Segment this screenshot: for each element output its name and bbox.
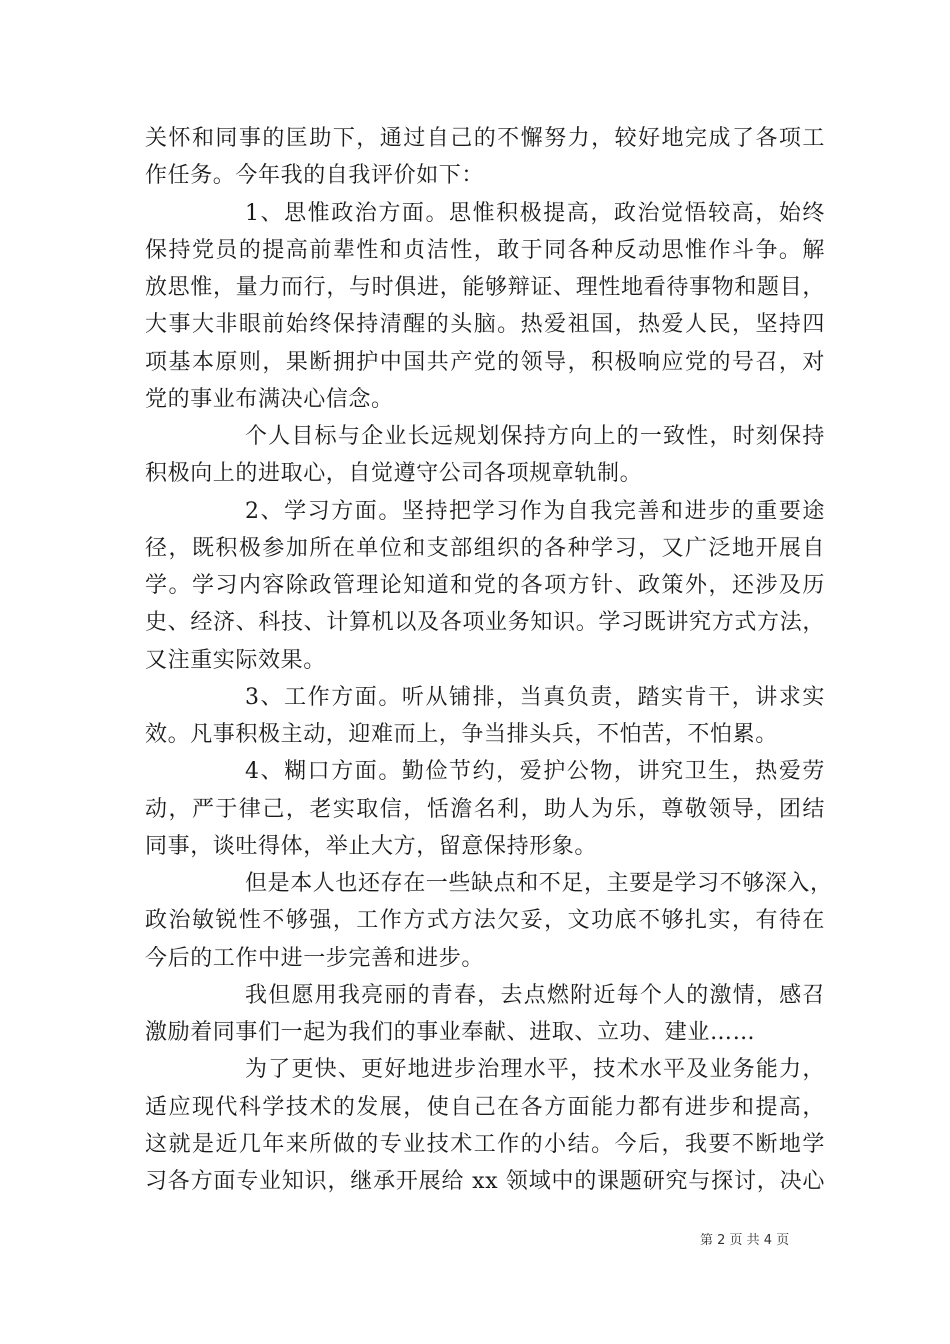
text-line: 今后的工作中进一步完善和进步。	[145, 946, 485, 971]
text-line: 动，严于律己，老实取信，恬澹名利，助人为乐，尊敬领导，团结	[145, 797, 825, 822]
text-line: 作任务。今年我的自我评价如下：	[145, 163, 485, 188]
text-line: 径，既积极参加所在单位和支部组织的各种学习，又广泛地开展自	[145, 536, 825, 561]
text-line: 但是本人也还存在一些缺点和不足，主要是学习不够深入，	[245, 871, 833, 896]
text-line: 又注重实际效果。	[145, 648, 326, 673]
text-line: 适应现代科学技术的发展，使自己在各方面能力都有进步和提高，	[145, 1095, 825, 1120]
text-line: 项基本原则，果断拥护中国共产党的领导，积极响应党的号召，对	[145, 350, 825, 375]
text-line: 保持党员的提高前辈性和贞洁性，敢于同各种反动思惟作斗争。解	[145, 238, 825, 263]
text-line: 史、经济、科技、计算机以及各项业务知识。学习既讲究方式方法，	[145, 610, 825, 635]
text-line: 个人目标与企业长远规划保持方向上的一致性，时刻保持	[245, 424, 825, 449]
text-line: 同事，谈吐得体，举止大方，留意保持形象。	[145, 834, 598, 859]
text-line: 2、学习方面。坚持把学习作为自我完善和进步的重要途	[245, 499, 825, 524]
page-number-footer: 第 2 页 共 4 页	[700, 1233, 790, 1248]
text-line: 3、工作方面。听从铺排，当真负责，踏实肯干，讲求实	[245, 685, 825, 710]
text-line: 学。学习内容除政管理论知道和党的各项方针、政策外，还涉及历	[145, 573, 825, 598]
text-line: 积极向上的进取心，自觉遵守公司各项规章轨制。	[145, 461, 643, 486]
text-line: 关怀和同事的匡助下，通过自己的不懈努力，较好地完成了各项工	[145, 126, 825, 151]
text-line: 放思惟，量力而行，与时俱进，能够辩证、理性地看待事物和题目，	[145, 275, 825, 300]
text-line: 1、思惟政治方面。思惟积极提高，政治觉悟较高，始终	[245, 201, 825, 226]
text-line: 效。凡事积极主动，迎难而上，争当排头兵，不怕苦，不怕累。	[145, 722, 778, 747]
text-line: 大事大非眼前始终保持清醒的头脑。热爱祖国，热爱人民，坚持四	[145, 312, 825, 337]
text-line: 习各方面专业知识，继承开展给 xx 领域中的课题研究与探讨，决心	[145, 1169, 825, 1194]
text-line: 政治敏锐性不够强，工作方式方法欠妥，文功底不够扎实，有待在	[145, 908, 825, 933]
text-line: 这就是近几年来所做的专业技术工作的小结。今后，我要不断地学	[145, 1132, 825, 1157]
text-line: 4、糊口方面。勤俭节约，爱护公物，讲究卫生，热爱劳	[245, 759, 825, 784]
text-line: 党的事业布满决心信念。	[145, 387, 394, 412]
text-line: 我但愿用我亮丽的青春，去点燃附近每个人的激情，感召	[245, 983, 825, 1008]
text-line: 为了更快、更好地进步治理水平，技术水平及业务能力，	[245, 1057, 825, 1082]
text-line: 激励着同事们一起为我们的事业奉献、进取、立功、建业……	[145, 1020, 756, 1045]
